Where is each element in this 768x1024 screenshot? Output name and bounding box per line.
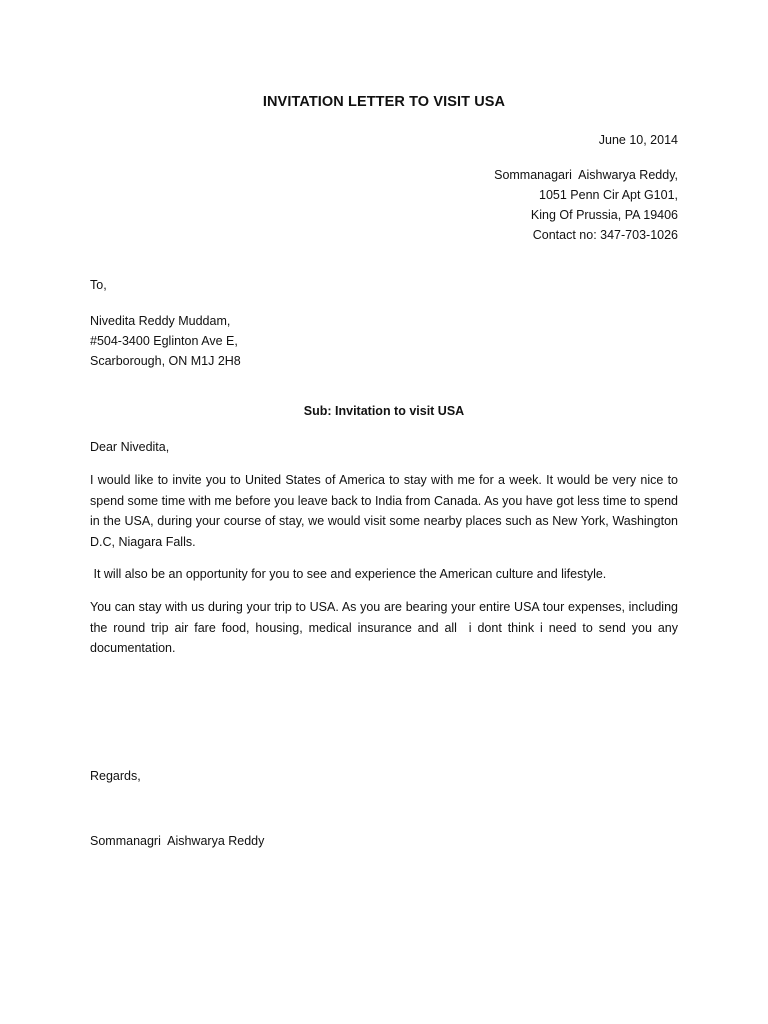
letter-title: INVITATION LETTER TO VISIT USA [262, 94, 506, 110]
letter-subject: Sub: Invitation to visit USA [303, 404, 465, 418]
to-label: To, [90, 278, 107, 292]
recipient-address-block [90, 311, 241, 371]
body-paragraph-2: It will also be an opportunity for you to see and experience the American culture and lifestyle. [90, 567, 607, 581]
sender-address-line1: 1051 Penn Cir Apt G101, [539, 188, 678, 202]
recipient-name: Nivedita Reddy Muddam, [90, 314, 231, 328]
body-paragraph-3: You can stay with us during your trip to USA. As you are bearing your entire USA tour expenses, including the round trip air fare food, housing, medical insurance and all i dont think i need to send you any documentation. [90, 600, 682, 655]
sender-name: Sommanagari Aishwarya Reddy, [494, 168, 678, 182]
salutation: Dear Nivedita, [90, 440, 170, 454]
letter-date: June 10, 2014 [598, 133, 678, 147]
sender-contact: Contact no: 347-703-1026 [532, 228, 678, 242]
recipient-address-line1: #504-3400 Eglinton Ave E, [90, 334, 238, 348]
sender-address-line2: King Of Prussia, PA 19406 [530, 208, 678, 222]
sender-address-block [494, 165, 678, 245]
signature-name: Sommanagri Aishwarya Reddy [90, 834, 265, 848]
closing: Regards, [90, 769, 141, 783]
body-paragraph-1: I would like to invite you to United States of America to stay with me for a week. It would be very nice to spend some time with me before you leave back to India from Canada. As you have got less time to spend in the USA, during your course of stay, we would visit some nearby places such as New York, Washington D.C, Niagara Falls. [90, 473, 678, 549]
recipient-address-line2: Scarborough, ON M1J 2H8 [90, 354, 241, 368]
